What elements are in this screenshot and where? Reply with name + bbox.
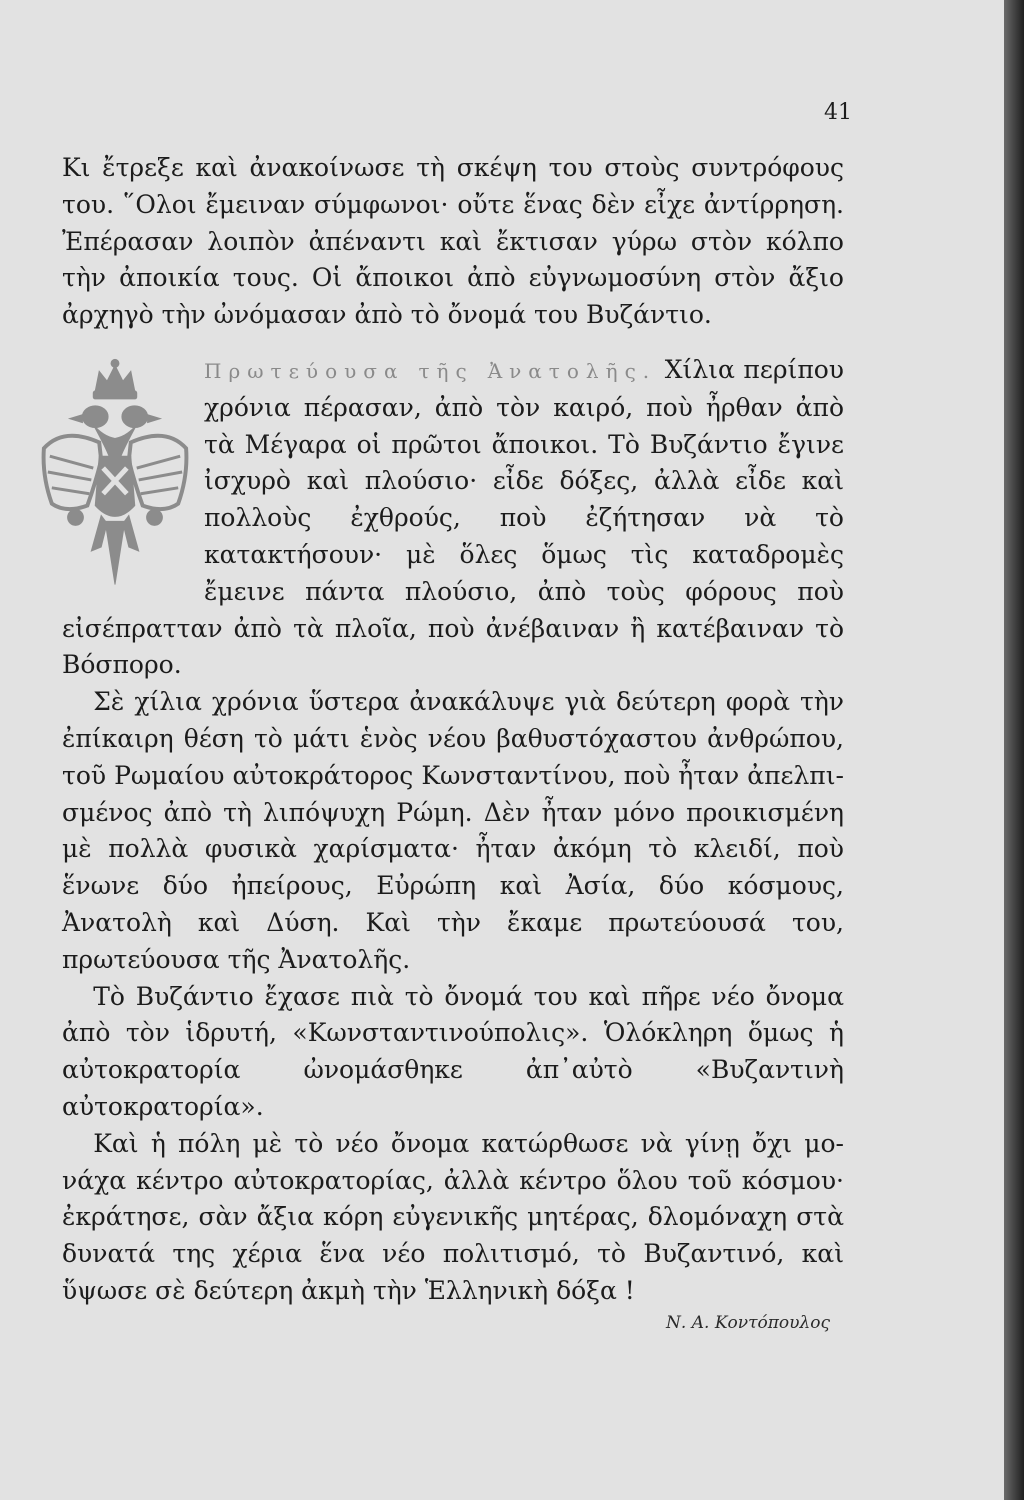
author-signature: Ν. Α. Κοντόπουλος: [666, 1313, 830, 1333]
page-edge-shadow: [1004, 0, 1024, 1500]
double-headed-eagle-icon: [36, 356, 194, 588]
paragraph-4: Καὶ ἡ πόλη μὲ τὸ νέο ὄνομα κατώρθωσε νὰ γίνῃ ὄχι μονάχα κέντρο αὐτοκρατορίας, ἀλλὰ κέντρο ὅλου τοῦ κόσμου· ἐκράτησε, σὰν ἄξια κόρη εὐγενικῆς μητέρας, δλομόναχη στὰ δυνατά της χέρια ἕνα νέο πολιτισμό, τὸ Βυζαντινό, καὶ ὕψωσε σὲ δεύτερη ἀκμὴ τὴν Ἑλληνικὴ δόξα !: [62, 1128, 844, 1305]
section-paragraph: [62, 352, 844, 684]
main-text: [62, 150, 844, 1310]
paragraph-2: Σὲ χίλια χρόνια ὕστερα ἀνακάλυψε γιὰ δεύτερη φορὰ τὴν ἐπίκαιρη θέση τὸ μάτι ἑνὸς νέου βαθυστόχαστου ἀνθρώπου, τοῦ Ρωμαίου αὐτοκράτορος Κωνσταντίνου, ποὺ ἦταν ἀπελπισμένος ἀπὸ τὴ λιπόψυχη Ρώμη. Δὲν ἦταν μόνο προικισμένη μὲ πολλὰ φυσικὰ χαρίσματα· ἦταν ἀκόμη τὸ κλειδί, ποὺ ἕνωνε δύο ἠπείρους, Εὐρώπη καὶ Ἀσία, δύο κόσμους, Ἀνατολὴ καὶ Δύση. Καὶ τὴν ἔκαμε πρωτεύουσά του, πρωτεύουσα τῆς Ἀνατολῆς.: [62, 687, 844, 974]
section-text: Χίλια περίπου χρόνια πέρασαν, ἀπὸ τὸν καιρό, ποὺ ἦρθαν ἀπὸ τὰ Μέγαρα οἱ πρῶτοι ἄποικοι. Τὸ Βυζάντιο ἔγινε ἰσχυρὸ καὶ πλούσιο· εἶδε δόξες, ἀλλὰ εἶδε καὶ πολλοὺς ἐχθρούς, ποὺ ἐζήτησαν νὰ τὸ κατακτήσουν· μὲ ὅλες ὅμως τὶς καταδρομὲς ἔμεινε πάντα πλούσιο, ἀπὸ τοὺς φόρους ποὺ εἰσέπρατταν ἀπὸ τὰ πλοῖα, ποὺ ἀνέβαιναν ἢ κατέβαιναν τὸ Βόσπορο.: [62, 354, 844, 680]
page-number: 41: [824, 100, 852, 125]
paragraph-1: Κι ἔτρεξε καὶ ἀνακοίνωσε τὴ σκέψη του στοὺς συντρόφους του. ῞Ολοι ἔμειναν σύμφωνοι· οὔτε ἕνας δὲν εἶχε ἀντίρρηση. Ἐπέρασαν λοιπὸν ἀπέναντι καὶ ἔκτισαν γύρω στὸν κόλπο τὴν ἀποικία τους. Οἱ ἄποικοι ἀπὸ εὐγνωμοσύνη στὸν ἄξιο ἀρχηγὸ τὴν ὠνόμασαν ἀπὸ τὸ ὄνομά του Βυζάντιο.: [62, 153, 844, 330]
section-subheading: Πρωτεύουσα τῆς Ἀνατολῆς.: [204, 358, 657, 383]
paragraph-3: Τὸ Βυζάντιο ἔχασε πιὰ τὸ ὄνομά του καὶ πῆρε νέο ὄνομα ἀπὸ τὸν ἱδρυτή, «Κωνσταντινούπολις». Ὁλόκληρη ὅμως ἡ αὐτοκρατορία ὠνομάσθηκε ἀπ᾽αὐτὸ «Βυζαντινὴ αὐτοκρατορία».: [62, 981, 844, 1121]
